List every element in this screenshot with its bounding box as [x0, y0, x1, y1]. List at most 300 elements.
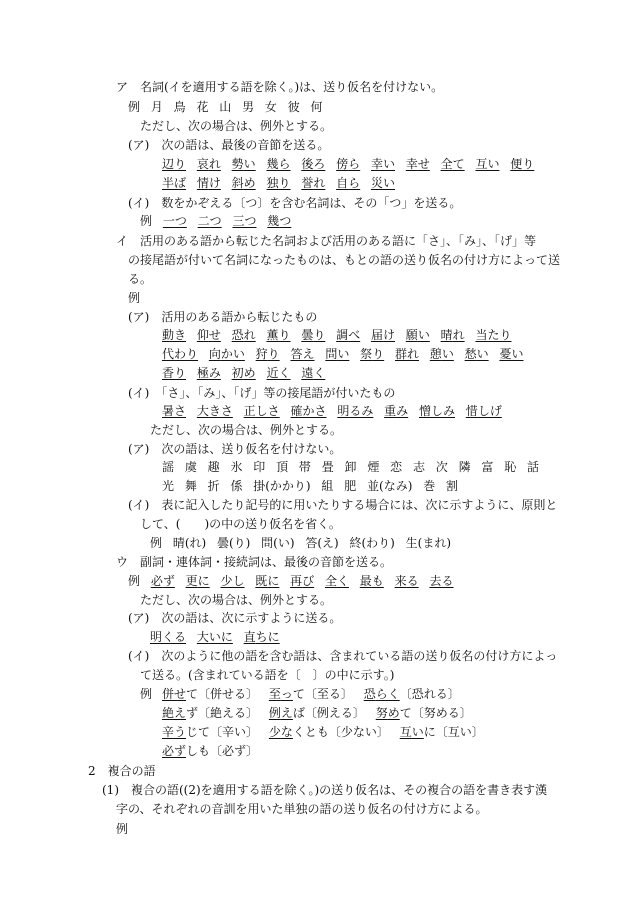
word-tail: け — [208, 176, 221, 190]
word-stem: 幾 — [267, 214, 280, 228]
okurigana-word — [162, 347, 198, 362]
compound-stem: 辛 — [162, 725, 175, 739]
okurigana-word — [395, 574, 419, 589]
example-word: 女 — [264, 100, 277, 114]
word-tail: く — [278, 366, 291, 380]
compound-note: 〔辛い〕 — [210, 725, 259, 739]
okurigana-word — [198, 214, 222, 229]
compound-stem: 絶 — [162, 706, 175, 720]
word-tail: い — [243, 157, 256, 171]
section-u-heading: ウ 副詞・連体詞・接続詞は、最後の音節を送る。 — [116, 555, 393, 569]
example-label: 例 — [140, 214, 153, 228]
compound-kana: せ — [174, 687, 187, 701]
word-stem: 既 — [255, 574, 268, 588]
word-stem: 答 — [290, 347, 303, 361]
plain-word: 肥 — [344, 479, 357, 493]
word-stem: 一 — [162, 214, 175, 228]
word-tail: さ — [174, 404, 187, 418]
plain-word: 終(わり) — [349, 536, 395, 550]
okurigana-word — [232, 176, 256, 191]
plain-word: 生(まれ) — [405, 536, 452, 550]
word-tail: く — [336, 574, 349, 588]
compound-stem: 努 — [375, 706, 388, 720]
word-tail: せ — [417, 157, 430, 171]
word-stem: 必 — [150, 574, 163, 588]
compound-note: 〔必ず〕 — [210, 744, 259, 758]
compound-tail: て — [399, 706, 412, 720]
plain-word: 巻 — [423, 479, 436, 493]
plain-word: 舞 — [184, 479, 197, 493]
word-stem: 幸 — [370, 157, 383, 171]
compound-stem: 必 — [162, 744, 175, 758]
compound-row — [162, 706, 472, 721]
compound-underlined — [269, 706, 293, 720]
example-word: 男 — [242, 100, 255, 114]
word-stem: 辺 — [162, 157, 175, 171]
okurigana-word — [406, 157, 430, 172]
compound-kana: い — [411, 725, 424, 739]
plain-word: 志 — [412, 460, 425, 474]
word-stem: 暑 — [162, 404, 175, 418]
plain-word: 畳 — [321, 460, 334, 474]
okurigana-word — [406, 328, 430, 343]
word-stem: 互 — [475, 157, 488, 171]
word-stem: 便 — [510, 157, 523, 171]
word-tail: いに — [208, 630, 233, 644]
okurigana-word — [371, 176, 395, 191]
word-tail: み — [396, 404, 409, 418]
section-2-heading: 2 複合の語 — [88, 764, 156, 778]
plain-word: 次 — [435, 460, 448, 474]
word-tail: い — [441, 347, 454, 361]
word-tail: しげ — [477, 404, 502, 418]
sub-a-heading: (ア) 次の語は、最後の音節を送る。 — [128, 138, 330, 152]
word-stem: 動 — [162, 328, 175, 342]
compound-kana: め — [387, 706, 400, 720]
word-stem: 哀 — [196, 157, 209, 171]
compound-word — [162, 744, 258, 759]
word-tail: せ — [208, 328, 221, 342]
okurigana-word — [384, 404, 408, 419]
word-stem: 極 — [196, 366, 209, 380]
okurigana-word — [360, 574, 384, 589]
word-stem: 願 — [405, 328, 418, 342]
compound-underlined — [376, 706, 400, 720]
compound-tail: て — [292, 687, 305, 701]
okurigana-word — [267, 214, 291, 229]
word-tail: たり — [487, 328, 512, 342]
word-stem: 狩 — [255, 347, 268, 361]
plain-word: 折 — [207, 479, 220, 493]
compound-tail: ず — [186, 706, 199, 720]
word-stem: 来 — [394, 574, 407, 588]
word-stem: 調 — [336, 328, 349, 342]
word-tail: い — [382, 157, 395, 171]
word-tail: し — [232, 574, 245, 588]
compound-word — [269, 706, 365, 721]
example-label: 例 — [128, 574, 141, 588]
compound-tail: しも — [186, 744, 211, 758]
word-stem: 遠 — [301, 366, 314, 380]
okurigana-word — [162, 366, 186, 381]
word-tail: かさ — [302, 404, 327, 418]
word-stem: 後 — [301, 157, 314, 171]
okurigana-word — [244, 404, 280, 419]
compound-stem: 至 — [268, 687, 281, 701]
word-stem: 惜 — [465, 404, 478, 418]
compound-note: 〔至る〕 — [304, 687, 353, 701]
plain-word: 印 — [253, 460, 266, 474]
okurigana-word — [150, 630, 186, 645]
sub-i-heading: (イ) 数をかぞえる〔つ〕を含む名詞は、その「つ」を送る。 — [128, 196, 462, 210]
okurigana-word — [197, 157, 221, 172]
okurigana-word — [336, 176, 360, 191]
okurigana-word — [290, 574, 314, 589]
section-a-heading: ア 名詞(イを適用する語を除く。)は、送り仮名を付けない。 — [116, 80, 444, 94]
okurigana-word — [510, 157, 534, 172]
word-tail: い — [476, 347, 489, 361]
okurigana-word — [232, 328, 256, 343]
plain-word-row — [162, 460, 539, 475]
ex-i-line1: (イ) 表に記入したり記号的に用いたりする場合には、次に示すように、原則と — [128, 498, 558, 512]
word-stem: 憎 — [418, 404, 431, 418]
word-stem: 去 — [429, 574, 442, 588]
example-word: 何 — [310, 100, 323, 114]
word-tail: い — [382, 176, 395, 190]
word-stem: 向 — [208, 347, 221, 361]
compound-underlined — [364, 687, 400, 701]
word-row — [162, 347, 523, 362]
word-tail: れ — [313, 176, 326, 190]
compound-tail: ば — [292, 706, 305, 720]
okurigana-word — [266, 328, 290, 343]
word-tail: り — [174, 366, 187, 380]
compound-tail: じて — [186, 725, 211, 739]
exception-note: ただし、次の場合は、例外とする。 — [140, 119, 333, 133]
word-stem: 憂 — [499, 347, 512, 361]
word-tail: め — [243, 366, 256, 380]
okurigana-word — [499, 347, 523, 362]
compound-kana: な — [280, 725, 293, 739]
plain-word: 並(なみ) — [367, 479, 413, 493]
plain-word: 割 — [446, 479, 459, 493]
plain-word: 答(え) — [305, 536, 339, 550]
word-stem: 大 — [196, 404, 209, 418]
plain-word: 組 — [321, 479, 334, 493]
word-tail: つ — [174, 214, 187, 228]
section-2-item1-line1: (1) 複合の語((2)を適用する語を除く。)の送り仮名は、その複合の語を書き表す漢 — [102, 783, 548, 797]
word-tail: ら — [278, 157, 291, 171]
word-stem: 仰 — [196, 328, 209, 342]
compound-note: 〔恐れる〕 — [399, 687, 460, 701]
word-stem: 誉 — [301, 176, 314, 190]
okurigana-word — [301, 366, 325, 381]
plain-word: 問(い) — [261, 536, 295, 550]
okurigana-word — [186, 574, 210, 589]
plain-word: 恥 — [504, 460, 517, 474]
word-stem: 更 — [185, 574, 198, 588]
word-tail: つ — [279, 214, 292, 228]
compound-word — [162, 725, 258, 740]
compound-kana: う — [174, 725, 187, 739]
okurigana-word — [371, 328, 395, 343]
compound-row — [162, 744, 258, 759]
word-stem: 重 — [384, 404, 397, 418]
word-tail: くる — [162, 630, 187, 644]
okurigana-word — [360, 347, 384, 362]
word-stem: 愁 — [464, 347, 477, 361]
word-tail: るみ — [349, 404, 374, 418]
word-tail: い — [511, 347, 524, 361]
example-label: 例 — [140, 687, 153, 701]
compound-stem: 少 — [268, 725, 281, 739]
word-stem: 半 — [162, 176, 175, 190]
word-tail: り — [372, 347, 385, 361]
word-tail: きさ — [208, 404, 233, 418]
word-stem: 晴 — [440, 328, 453, 342]
word-stem: 最 — [359, 574, 372, 588]
word-stem: 憩 — [429, 347, 442, 361]
word-tail: も — [371, 574, 384, 588]
plain-word: 頂 — [276, 460, 289, 474]
okurigana-word — [325, 347, 349, 362]
okurigana-word — [301, 176, 325, 191]
compound-word — [400, 725, 484, 740]
okurigana-word — [197, 404, 233, 419]
word-tail: き — [174, 328, 187, 342]
word-tail: い — [337, 347, 350, 361]
word-stem: 薫 — [266, 328, 279, 342]
compound-row — [162, 725, 484, 740]
section-2-item1-line2: 字の、それぞれの音訓を用いた単独の語の送り仮名の付け方による。 — [116, 802, 488, 816]
plain-word: 光 — [162, 479, 175, 493]
word-tail: れ — [243, 328, 256, 342]
word-stem: 祭 — [360, 347, 373, 361]
okurigana-word — [151, 574, 175, 589]
plain-word: 富 — [481, 460, 494, 474]
sub-i-line2: て送る。(含まれている語を〔 〕の中に示す。) — [140, 668, 395, 682]
example-label: 例 — [128, 100, 141, 114]
okurigana-word — [475, 157, 499, 172]
word-tail: しみ — [430, 404, 455, 418]
section-u-examples — [128, 574, 453, 589]
compound-note: 〔併せる〕 — [198, 687, 259, 701]
word-tail: つ — [209, 214, 222, 228]
word-stem: 自 — [336, 176, 349, 190]
okurigana-word — [336, 157, 360, 172]
compound-stem: 互 — [399, 725, 412, 739]
word-stem: 初 — [231, 366, 244, 380]
okurigana-word — [466, 404, 502, 419]
okurigana-word — [337, 404, 373, 419]
word-tail: り — [267, 347, 280, 361]
word-tail: い — [487, 157, 500, 171]
compound-note: 〔少ない〕 — [328, 725, 389, 739]
okurigana-word — [256, 347, 280, 362]
sub-a-heading: (ア) 次の語は、次に示すように送る。 — [128, 611, 342, 625]
word-stem: 明 — [150, 630, 163, 644]
count-examples — [140, 214, 291, 229]
okurigana-word — [336, 328, 360, 343]
okurigana-word — [429, 574, 453, 589]
word-tail: て — [452, 157, 465, 171]
compound-underlined — [162, 744, 186, 758]
sub-a-heading: (ア) 活用のある語から転じたもの — [128, 310, 318, 324]
section-a-examples — [128, 100, 323, 115]
word-stem: 当 — [475, 328, 488, 342]
okurigana-word — [197, 630, 233, 645]
okurigana-word — [197, 176, 221, 191]
word-tail: え — [302, 347, 315, 361]
compound-tail: に — [423, 725, 436, 739]
word-tail: く — [313, 366, 326, 380]
word-tail: に — [197, 574, 210, 588]
word-tail: り — [522, 157, 535, 171]
plain-word: 帯 — [298, 460, 311, 474]
sub-i-line1: (イ) 次のように他の語を含む語は、含まれている語の送り仮名の付け方によっ — [128, 649, 558, 663]
compound-kana: らく — [375, 687, 400, 701]
word-stem: 群 — [394, 347, 407, 361]
okurigana-word — [162, 328, 186, 343]
compound-word — [162, 687, 258, 702]
okurigana-word — [209, 347, 245, 362]
word-tail: る — [406, 574, 419, 588]
okurigana-word — [301, 157, 325, 172]
okurigana-word — [232, 157, 256, 172]
word-tail: かい — [220, 347, 245, 361]
example-label: 例 — [128, 291, 141, 305]
word-stem: 勢 — [231, 157, 244, 171]
example-label: 例 — [116, 822, 129, 836]
okurigana-word — [266, 176, 290, 191]
word-tail: つ — [244, 214, 257, 228]
plain-word: 恋 — [390, 460, 403, 474]
okurigana-word — [266, 366, 290, 381]
word-tail: べ — [348, 328, 361, 342]
compound-underlined — [162, 725, 186, 739]
okurigana-word — [266, 157, 290, 172]
okurigana-word — [325, 574, 349, 589]
word-stem: 香 — [162, 366, 175, 380]
okurigana-word — [441, 157, 465, 172]
compound-kana: ず — [174, 744, 187, 758]
word-tail: に — [267, 574, 280, 588]
word-stem: 情 — [196, 176, 209, 190]
word-stem: 大 — [196, 630, 209, 644]
compound-word — [376, 706, 472, 721]
compound-tail: くとも — [292, 725, 329, 739]
plain-word: 掛(かかり) — [253, 479, 311, 493]
compound-underlined — [162, 687, 186, 701]
word-stem: 近 — [266, 366, 279, 380]
okurigana-word — [441, 328, 465, 343]
word-stem: 幾 — [266, 157, 279, 171]
okurigana-word — [232, 214, 256, 229]
okurigana-word — [162, 176, 186, 191]
word-stem: 独 — [266, 176, 279, 190]
okurigana-word — [475, 328, 511, 343]
okurigana-word — [301, 328, 325, 343]
ex-a-heading: (ア) 次の語は、送り仮名を付けない。 — [128, 442, 342, 456]
compound-note: 〔努める〕 — [411, 706, 472, 720]
example-word: 花 — [196, 100, 209, 114]
word-stem: 届 — [370, 328, 383, 342]
plain-word: 虞 — [184, 460, 197, 474]
okurigana-word — [220, 574, 244, 589]
word-tail: ら — [348, 157, 361, 171]
section-i-line3: る。 — [128, 272, 153, 286]
word-tail: しさ — [255, 404, 280, 418]
plain-word-row — [162, 479, 458, 494]
word-tail: ろ — [313, 157, 326, 171]
compound-word — [162, 706, 258, 721]
word-stem: 直 — [243, 630, 256, 644]
okurigana-word — [162, 157, 186, 172]
plain-word: 係 — [230, 479, 243, 493]
compound-word — [269, 725, 389, 740]
word-tail: び — [302, 574, 315, 588]
compound-underlined — [162, 706, 186, 720]
okurigana-word — [430, 347, 454, 362]
plain-word: 晴(れ) — [172, 536, 207, 550]
compound-note: 〔例える〕 — [304, 706, 365, 720]
okurigana-word — [232, 366, 256, 381]
word-stem: 恐 — [231, 328, 244, 342]
word-stem: 代 — [162, 347, 175, 361]
word-tail: れ — [452, 328, 465, 342]
word-tail: ら — [348, 176, 361, 190]
compound-note: 〔絶える〕 — [198, 706, 259, 720]
word-tail: け — [382, 328, 395, 342]
okurigana-word — [395, 347, 419, 362]
section-i-line2: の接尾語が付いて名詞になったものは、もとの語の送り仮名の付け方によって送 — [128, 253, 561, 267]
compound-stem: 恐 — [363, 687, 376, 701]
compound-kana: え — [280, 706, 293, 720]
word-row — [162, 157, 534, 172]
word-stem: 問 — [325, 347, 338, 361]
word-stem: 全 — [324, 574, 337, 588]
compound-tail: て — [186, 687, 199, 701]
word-tail: ず — [162, 574, 175, 588]
compound-underlined — [269, 687, 293, 701]
abbrev-examples — [150, 536, 451, 551]
ex-i-line2: して、( )の中の送り仮名を省く。 — [140, 517, 341, 531]
okurigana-word — [290, 404, 326, 419]
word-tail: み — [208, 366, 221, 380]
okurigana-word — [371, 157, 395, 172]
exception-note: ただし、次の場合は、例外とする。 — [140, 593, 333, 607]
compound-row — [162, 687, 460, 702]
word-stem: 傍 — [336, 157, 349, 171]
word-stem: 斜 — [231, 176, 244, 190]
okurigana-word — [197, 328, 221, 343]
word-tail: れ — [208, 157, 221, 171]
compound-kana: っ — [280, 687, 293, 701]
compound-underlined — [269, 725, 293, 739]
word-stem: 確 — [290, 404, 303, 418]
okurigana-word — [255, 574, 279, 589]
okurigana-word — [244, 630, 280, 645]
plain-word: 趣 — [207, 460, 220, 474]
word-tail: り — [313, 328, 326, 342]
word-stem: 正 — [243, 404, 256, 418]
okurigana-word — [419, 404, 455, 419]
example-word: 山 — [219, 100, 232, 114]
example-word: 鳥 — [173, 100, 186, 114]
example-word: 彼 — [287, 100, 300, 114]
word-tail: り — [278, 328, 291, 342]
plain-word: 卸 — [344, 460, 357, 474]
